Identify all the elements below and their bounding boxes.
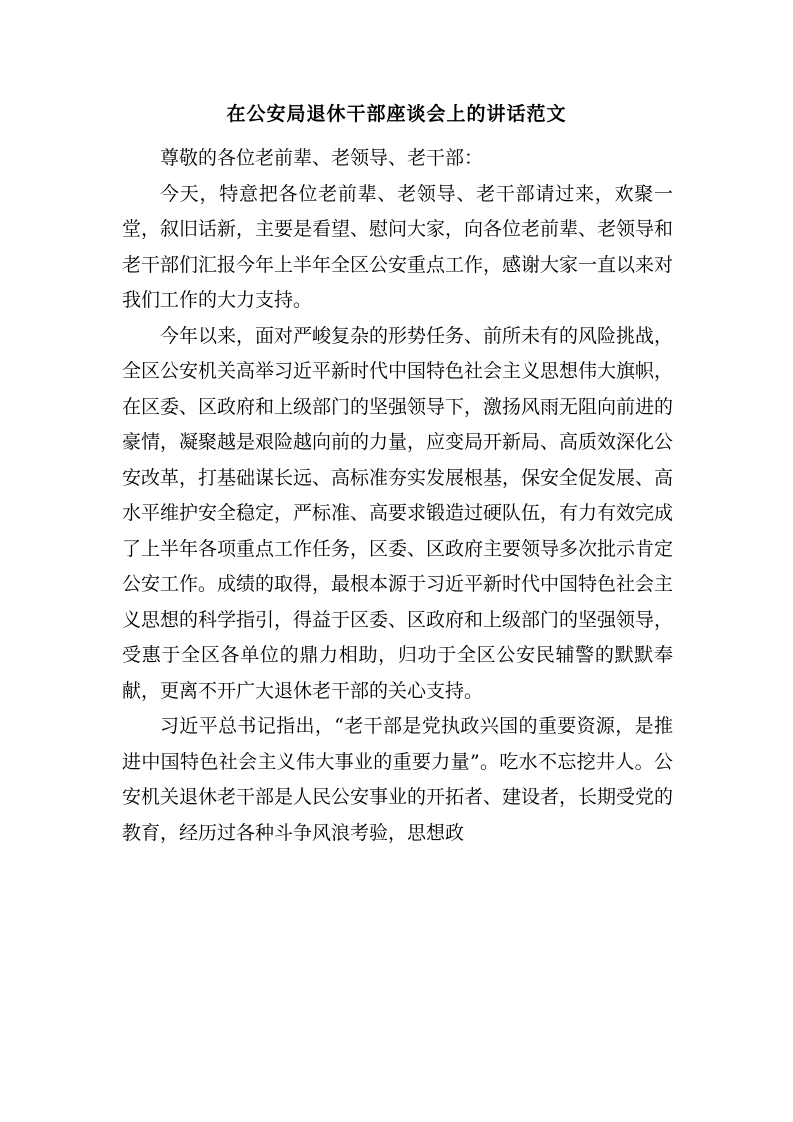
salutation-paragraph: 尊敬的各位老前辈、老领导、老干部： xyxy=(160,147,484,169)
body-paragraph: 习近平总书记指出，“老干部是党执政兴国的重要资源，是推进中国特色社会主义伟大事业的重要力量”。吃水不忘挖井人。公安机关退休老干部是人民公安事业的开拓者、建设者，长期受党的教育，经历过各种斗争风浪考验，思想政 xyxy=(122,715,674,844)
body-paragraph: 今天，特意把各位老前辈、老领导、老干部请过来，欢聚一堂，叙旧话新，主要是看望、慰问大家，向各位老前辈、老领导和老干部们汇报今年上半年全区公安重点工作，感谢大家一直以来对我们工作的大力支持。 xyxy=(122,182,674,311)
body-paragraph: 今年以来，面对严峻复杂的形势任务、前所未有的风险挑战，全区公安机关高举习近平新时代中国特色社会主义思想伟大旗帜，在区委、区政府和上级部门的坚强领导下，激扬风雨无阻向前进的豪情，凝聚越是艰险越向前的力量，应变局开新局、高质效深化公安改革，打基础谋长远、高标准夯实发展根基，保安全促发展、高水平维护安全稳定，严标准、高要求锻造过硬队伍，有力有效完成了上半年各项重点工作任务，区委、区政府主要领导多次批示肯定公安工作。成绩的取得，最根本源于习近平新时代中国特色社会主义思想的科学指引，得益于区委、区政府和上级部门的坚强领导，受惠于全区各单位的鼎力相助，归功于全区公安民辅警的默默奉献，更离不开广大退休老干部的关心支持。 xyxy=(122,324,674,702)
document-title: 在公安局退休干部座谈会上的讲话范文 xyxy=(226,103,567,125)
document-body xyxy=(122,141,673,851)
